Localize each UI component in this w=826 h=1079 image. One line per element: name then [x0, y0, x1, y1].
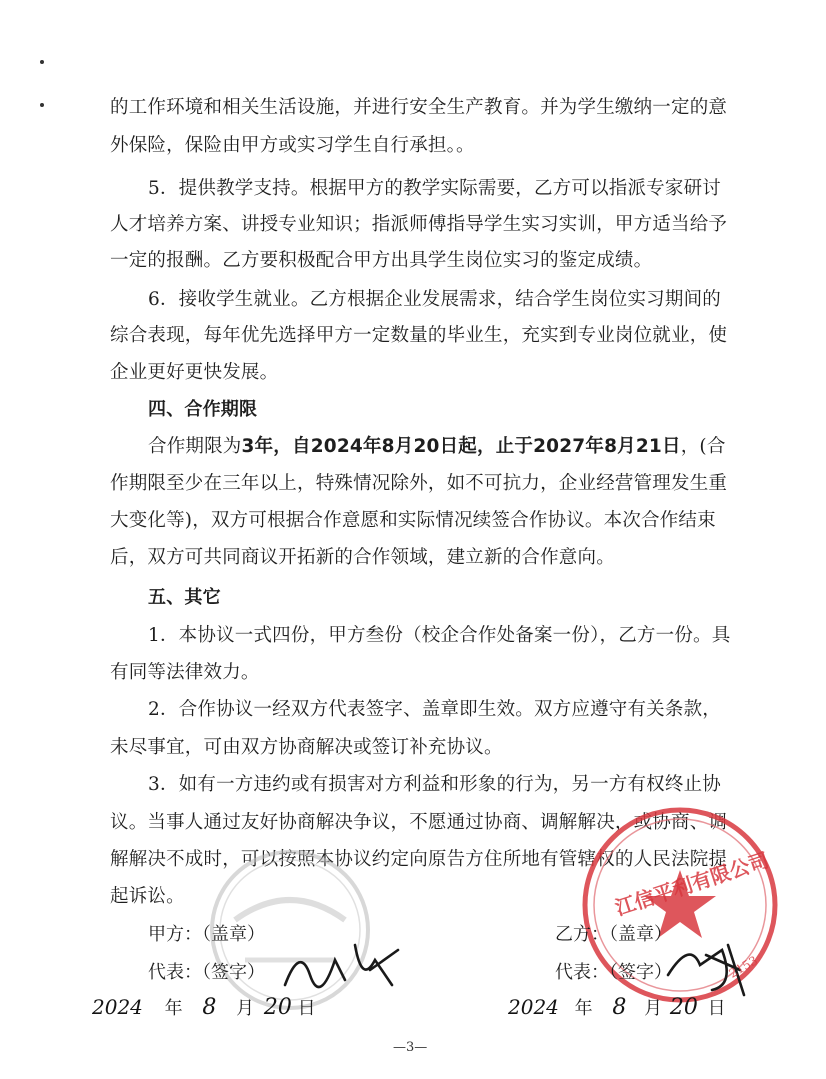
date-a-month: 8: [202, 995, 217, 1020]
party-a-date: [92, 995, 316, 1021]
body-line: 解解决不成时，可以按照本协议约定向原告方住所地有管辖权的人民法院提: [110, 849, 728, 870]
section-heading: 四、合作期限: [148, 399, 258, 420]
body-line: 企业更好更快发展。: [110, 362, 279, 383]
body-line: 有同等法律效力。: [110, 662, 260, 683]
date-b-month: 8: [612, 995, 627, 1020]
party-a-rep-label: 代表：（签字）: [148, 962, 265, 983]
body-line: 的工作环境和相关生活设施，并进行安全生产教育。并为学生缴纳一定的意: [110, 97, 728, 118]
body-line: 外保险，保险由甲方或实习学生自行承担。。: [110, 135, 475, 156]
body-line: 5．提供教学支持。根据甲方的教学实际需要，乙方可以指派专家研讨: [148, 178, 721, 199]
date-a-day-label: 日: [297, 998, 316, 1019]
party-a-seal-label: 甲方：（盖章）: [148, 924, 265, 945]
term-suffix: ，(合: [680, 436, 726, 457]
party-b-date: [508, 995, 726, 1021]
term-dates: 3年，自2024年8月20日起，止于2027年8月21日: [241, 436, 681, 457]
date-b-year: 2024: [508, 995, 559, 1019]
party-b-rep-label: 代表：（签字）: [555, 962, 672, 983]
body-line: 综合表现，每年优先选择甲方一定数量的毕业生，充实到专业岗位就业，使: [110, 325, 728, 346]
body-line: 起诉讼。: [110, 886, 185, 907]
body-line: 大变化等)，双方可根据合作意愿和实际情况续签合作协议。本次合作结束: [110, 510, 716, 531]
party-b-seal-label: 乙方：（盖章）: [555, 924, 672, 945]
party-b-stamp-code: 2153: [726, 953, 761, 981]
date-b-year-label: 年: [574, 998, 593, 1019]
date-a-day: 20: [263, 995, 292, 1020]
body-line: 一定的报酬。乙方要积极配合甲方出具学生岗位实习的鉴定成绩。: [110, 250, 653, 271]
date-a-month-label: 月: [236, 998, 255, 1019]
body-line: 3．如有一方违约或有损害对方利益和形象的行为，另一方有权终止协: [148, 774, 721, 795]
body-line: 作期限至少在三年以上，特殊情况除外，如不可抗力，企业经营管理发生重: [110, 473, 728, 494]
party-b-stamp-text: 江信平利有限公司: [612, 847, 772, 921]
date-b-day-label: 日: [707, 998, 726, 1019]
page-number: —3—: [393, 1040, 428, 1055]
body-line: 议。当事人通过友好协商解决争议，不愿通过协商、调解解决，或协商、调: [110, 812, 728, 833]
body-line: 人才培养方案、讲授专业知识；指派师傅指导学生实习实训，甲方适当给予: [110, 214, 728, 235]
body-line: 后，双方可共同商议开拓新的合作领域，建立新的合作意向。: [110, 547, 615, 568]
body-line: 1．本协议一式四份，甲方叁份（校企合作处备案一份），乙方一份。具: [148, 625, 731, 646]
body-line: 2．合作协议一经双方代表签字、盖章即生效。双方应遵守有关条款，: [148, 699, 721, 720]
date-a-year-label: 年: [164, 998, 183, 1019]
section-heading: 五、其它: [148, 587, 221, 608]
body-line: 未尽事宜，可由双方协商解决或签订补充协议。: [110, 737, 503, 758]
body-line: 6．接收学生就业。乙方根据企业发展需求，结合学生岗位实习期间的: [148, 289, 721, 310]
date-b-month-label: 月: [644, 998, 663, 1019]
date-a-year: 2024: [92, 995, 143, 1019]
term-prefix: 合作期限为: [148, 436, 242, 457]
date-b-day: 20: [669, 995, 698, 1020]
